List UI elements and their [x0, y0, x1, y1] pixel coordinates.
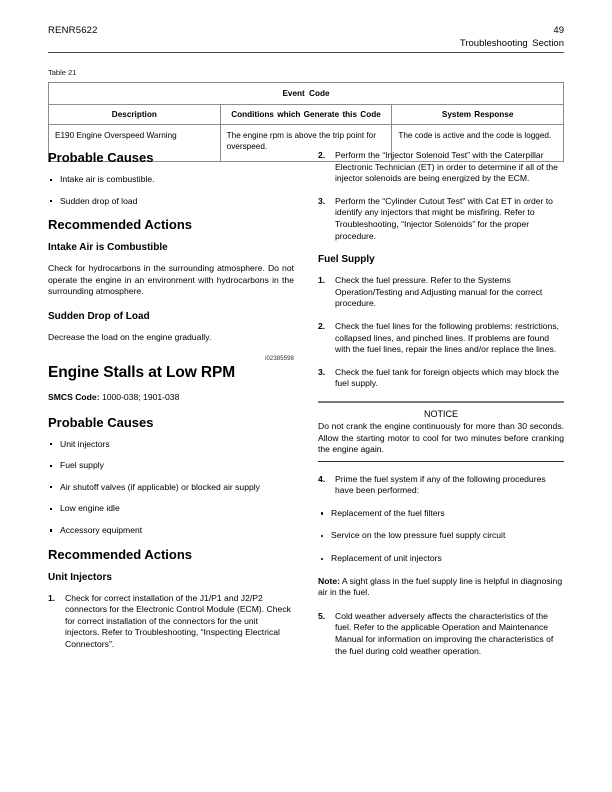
notice-bottom-rule	[318, 461, 564, 462]
heading-fuel-supply: Fuel Supply	[318, 254, 375, 266]
note-label: Note:	[318, 575, 340, 586]
step-text: Check the fuel tank for foreign objects which may block the fuel supply.	[335, 366, 560, 389]
list-priming-procedures	[318, 508, 564, 565]
list-item	[318, 275, 564, 310]
list-item	[318, 367, 564, 390]
paragraph-intake-air: Check for hydrocarbons in the surrounding atmosphere. Do not operate the engine in an environment with hydrocarbons in the surrounding atmosphere.	[48, 263, 294, 297]
smcs-value: 1000-038; 1901-038	[101, 391, 180, 402]
list-item	[318, 150, 564, 185]
list-item: Unit injectors	[48, 439, 294, 451]
list-item	[318, 321, 564, 356]
list-item: Replacement of unit injectors	[318, 553, 564, 565]
step-number: 5.	[318, 610, 326, 621]
note-paragraph	[318, 576, 564, 599]
step-number: 3.	[318, 366, 326, 377]
right-column	[318, 150, 564, 668]
page-number: 49	[553, 25, 564, 36]
list-item: Sudden drop of load	[48, 196, 294, 208]
heading-unit-injectors: Unit Injectors	[48, 571, 112, 583]
heading-probable-causes-1: Probable Causes	[48, 150, 154, 165]
column-header-response: System Response	[392, 105, 564, 125]
step-number: 2.	[318, 150, 326, 160]
column-header-description: Description	[49, 105, 221, 125]
notice-label: NOTICE	[423, 408, 458, 419]
header-divider	[48, 52, 564, 53]
step-text: Check the fuel pressure. Refer to the Systems Operation/Testing and Adjusting manual for the correct procedure.	[335, 275, 543, 309]
table-caption: Table 21	[48, 68, 77, 77]
table-title: Event Code	[49, 83, 564, 105]
list-item: Intake air is combustible.	[48, 174, 294, 186]
list-fuel-supply-steps	[318, 275, 564, 390]
document-number: RENR5622	[48, 25, 98, 36]
paragraph-sudden-drop: Decrease the load on the engine gradually.	[48, 331, 212, 342]
list-probable-causes-2	[48, 439, 294, 537]
table-header-row	[49, 105, 564, 125]
page-header	[48, 24, 564, 50]
step-number: 1.	[318, 275, 326, 286]
list-item	[318, 611, 564, 657]
cell-description: E190 Engine Overspeed Warning	[49, 125, 221, 162]
smcs-code-line	[48, 391, 294, 403]
list-item: Service on the low pressure fuel supply circuit	[318, 530, 564, 542]
table-title-row	[49, 83, 564, 105]
list-unit-injectors-steps-right	[318, 150, 564, 242]
list-step-four	[318, 474, 564, 497]
heading-recommended-actions-2: Recommended Actions	[48, 546, 192, 562]
list-item: Replacement of the fuel filters	[318, 508, 564, 520]
list-item: Air shutoff valves (if applicable) or blocked air supply	[48, 482, 294, 494]
cell-conditions: The engine rpm is above the trip point for overspeed.	[220, 125, 392, 162]
step-text: Check the fuel lines for the following problems: restrictions, collapsed lines, and pinched lines. If problems are found with the fuel lines, repair the lines and/or replace the lines.	[335, 320, 560, 355]
list-item	[318, 474, 564, 497]
heading-intake-air-combustible: Intake Air is Combustible	[48, 242, 168, 254]
list-item	[318, 196, 564, 242]
heading-probable-causes-2: Probable Causes	[48, 414, 154, 430]
list-step-five	[318, 611, 564, 657]
step-text: Perform the “Injector Solenoid Test” with the Caterpillar Electronic Technician (ET) in order to determine if all of the injector solenoids are being energized by the ECM.	[335, 150, 558, 184]
page-title: Engine Stalls at Low RPM	[48, 363, 236, 381]
list-item: Low engine idle	[48, 503, 294, 515]
list-item	[48, 593, 294, 651]
list-unit-injectors-steps-left	[48, 593, 294, 651]
step-number: 2.	[318, 320, 326, 331]
note-text: A sight glass in the fuel supply line is helpful in diagnosing air in the fuel.	[318, 575, 563, 598]
step-text: Check for correct installation of the J1/P1 and J2/P2 connectors for the Electronic Control Module (ECM). Check for correct installation of the connectors for the unit injectors. Refer to Troubleshooting, “Inspecting Electrical Connectors”.	[65, 592, 291, 649]
list-item: Fuel supply	[48, 460, 294, 472]
step-number: 1.	[48, 592, 56, 603]
smcs-label: SMCS Code:	[48, 391, 100, 402]
cell-response: The code is active and the code is logged.	[392, 125, 564, 162]
column-header-conditions: Conditions which Generate this Code	[220, 105, 392, 125]
section-name: Troubleshooting Section	[459, 38, 564, 49]
list-probable-causes-1	[48, 174, 294, 207]
notice-text: Do not crank the engine continuously for more than 30 seconds. Allow the starting motor to cool for two minutes before cranking the engine again.	[318, 420, 564, 455]
heading-sudden-drop-of-load: Sudden Drop of Load	[48, 310, 150, 322]
step-number: 4.	[318, 473, 326, 484]
heading-recommended-actions-1: Recommended Actions	[48, 217, 192, 233]
document-id: i02385598	[265, 355, 294, 362]
step-number: 3.	[318, 195, 326, 206]
step-text: Perform the “Cylinder Cutout Test” with Cat ET in order to identify any injectors that might be misfiring. Refer to Troubleshooting, “Injector Solenoids” for the proper procedure.	[335, 195, 553, 241]
step-text: Prime the fuel system if any of the following procedures have been performed:	[335, 473, 546, 496]
step-text: Cold weather adversely affects the characteristics of the fuel. Refer to the applicable Operation and Maintenance Manual for information on improving the characteristics of the fuel during cold weather operation.	[335, 610, 554, 656]
list-item: Accessory equipment	[48, 525, 294, 537]
left-column	[48, 150, 294, 662]
notice-top-rule	[318, 401, 564, 403]
notice-box	[318, 401, 564, 462]
